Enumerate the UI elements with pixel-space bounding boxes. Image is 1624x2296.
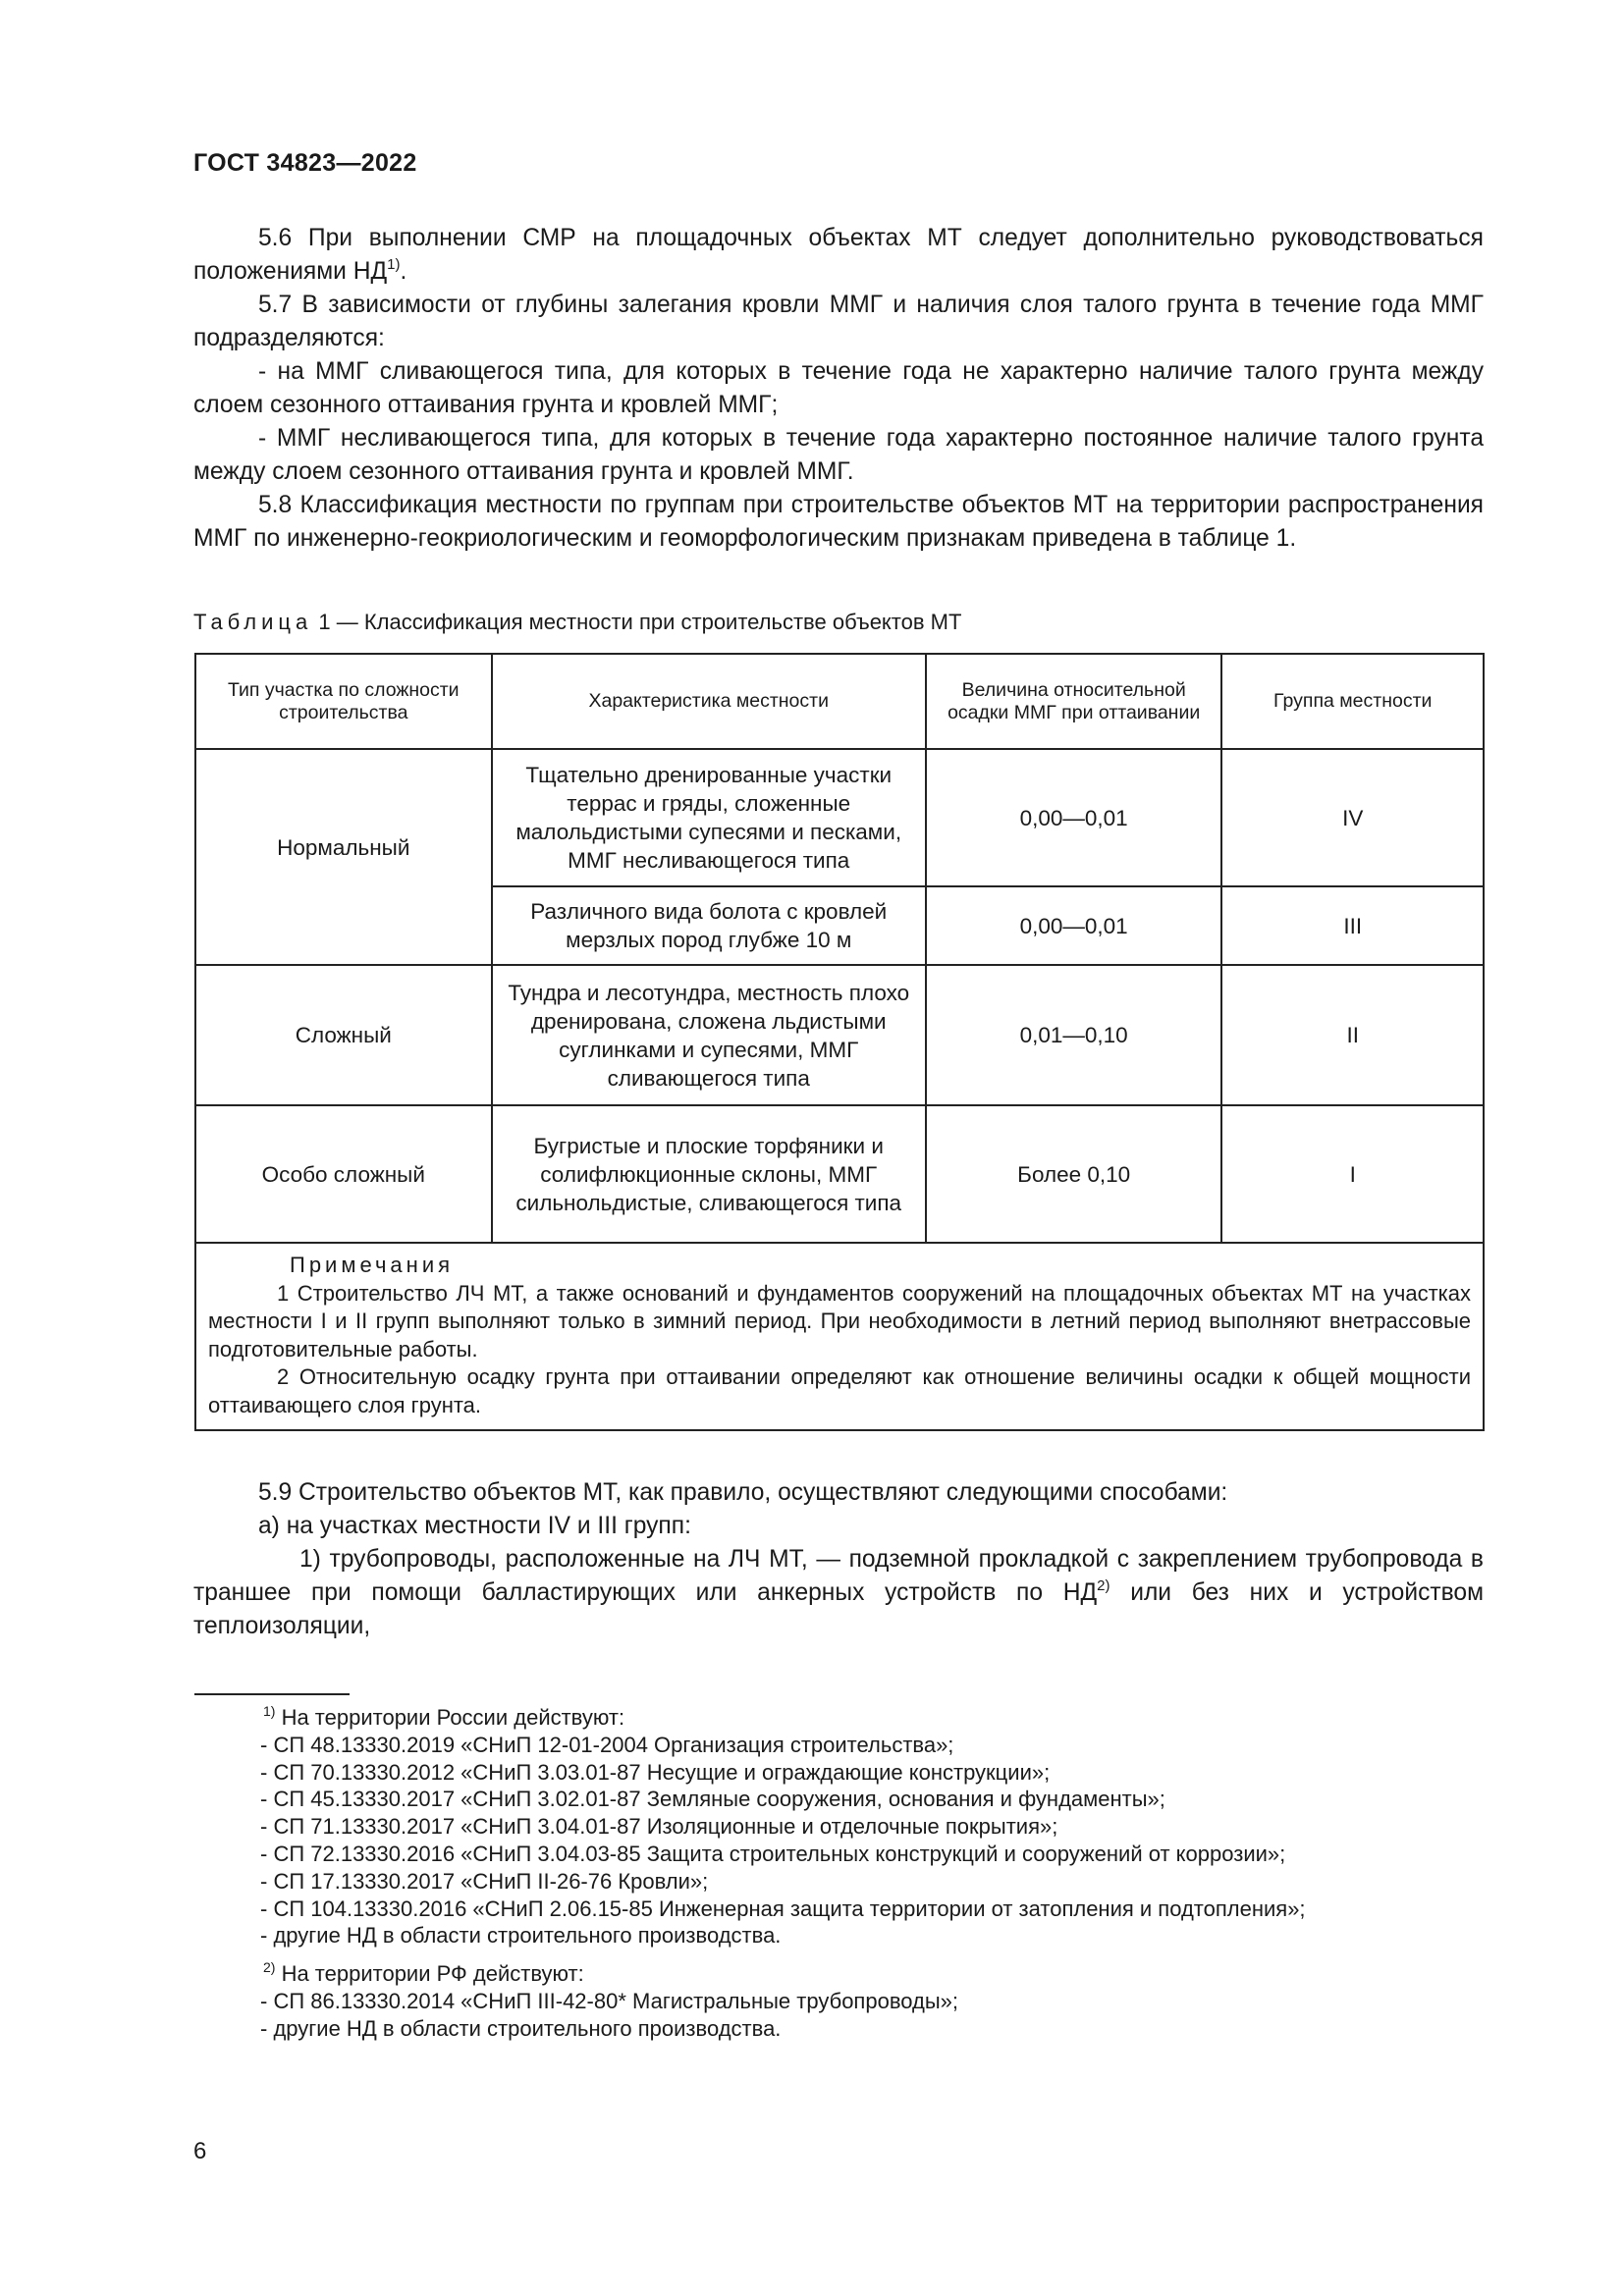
paragraph-5-6 (193, 222, 1484, 289)
footnotes (260, 1703, 1306, 2043)
header-type: Тип участка по сложности строительства (195, 654, 492, 749)
footnote-1-item: - СП 71.13330.2017 «СНиП 3.04.01-87 Изоляционные и отделочные покрытия»; (260, 1814, 1058, 1840)
note-1: 1 Строительство ЛЧ МТ, а также оснований и фундаментов сооружений на площадочных объектах МТ на участках местности I и II групп выполняют только в зимний период. При необходимости в летний период выполняют внетрассовые подготовительные работы. (208, 1280, 1471, 1362)
cell-characteristic: Тщательно дренированные участки террас и гряды, сложенные малольдистыми супесями и песками, ММГ несливающегося типа (492, 749, 926, 886)
footnote-ref-2: 2) (1097, 1577, 1110, 1594)
footnote-1-item: - СП 70.13330.2012 «СНиП 3.03.01-87 Несущие и ограждающие конструкции»; (260, 1759, 1051, 1785)
table-caption-word: Таблица (193, 610, 313, 634)
paragraph-5-7-item-1: - на ММГ сливающегося типа, для которых в течение года не характерно наличие талого грунта между слоем сезонного оттаивания грунта и кровлей ММГ; (193, 358, 1484, 418)
paragraph-5-8: 5.8 Классификация местности по группам при строительстве объектов МТ на территории распространения ММГ по инженерно-геокриологическим и геоморфологическим признакам приведена в таблице 1. (193, 492, 1484, 552)
paragraph-5-9: 5.9 Строительство объектов МТ, как правило, осуществляют следующими способами: (258, 1479, 1228, 1506)
cell-type: Особо сложный (195, 1105, 492, 1243)
footnote-1-item: - СП 45.13330.2017 «СНиП 3.02.01-87 Земляные сооружения, основания и фундаменты»; (260, 1787, 1165, 1812)
intro-section (193, 222, 1484, 556)
table-notes-row (195, 1243, 1484, 1430)
paragraph-5-6-text: 5.6 При выполнении СМР на площадочных объектах МТ следует дополнительно руководствоваться положениями НД (193, 225, 1484, 285)
cell-group: I (1221, 1105, 1484, 1243)
table-row (195, 749, 1484, 886)
footnote-2-title (263, 1960, 1306, 1988)
header-group: Группа местности (1221, 654, 1484, 749)
classification-table (194, 653, 1485, 1431)
cell-type: Нормальный (195, 749, 492, 965)
footnote-1-title (263, 1704, 1306, 1732)
paragraph-5-7: 5.7 В зависимости от глубины залегания кровли ММГ и наличия слоя талого грунта в течение года ММГ подразделяются: (193, 292, 1484, 351)
footnote-2-item: - другие НД в области строительного производства. (260, 2015, 782, 2041)
footnote-1-item: - другие НД в области строительного производства. (260, 1923, 782, 1949)
cell-characteristic: Тундра и лесотундра, местность плохо дренирована, сложена льдистыми суглинками и супесями, ММГ сливающегося типа (492, 965, 926, 1105)
note-2: 2 Относительную осадку грунта при оттаивании определяют как отношение величины осадки к общей мощности оттаивающего слоя грунта. (208, 1364, 1471, 1417)
cell-group: IV (1221, 749, 1484, 886)
footnote-2-title-text: На территории РФ действуют: (275, 1961, 584, 1987)
table-notes (195, 1243, 1484, 1430)
header-characteristic: Характеристика местности (492, 654, 926, 749)
cell-settlement: 0,00—0,01 (926, 886, 1222, 965)
page-number: 6 (193, 2138, 207, 2164)
footnote-2-mark: 2) (263, 1959, 276, 1976)
footnote-1-mark: 1) (263, 1703, 276, 1719)
cell-characteristic: Различного вида болота с кровлей мерзлых пород глубже 10 м (492, 886, 926, 965)
footnote-1-title-text: На территории России действуют: (275, 1705, 625, 1730)
cell-settlement: 0,01—0,10 (926, 965, 1222, 1105)
cell-settlement: Более 0,10 (926, 1105, 1222, 1243)
paragraph-5-9-a-1 (193, 1543, 1484, 1643)
paragraph-5-9-a-1-end: или без них и устройством теплоизоляции, (193, 1579, 1484, 1639)
table-row (195, 965, 1484, 1105)
footnote-ref-1: 1) (387, 256, 401, 273)
cell-characteristic: Бугристые и плоские торфяники и солифлюкционные склоны, ММГ сильнольдистые, сливающегося типа (492, 1105, 926, 1243)
methods-section (193, 1476, 1484, 1643)
table-row (195, 1105, 1484, 1243)
cell-settlement: 0,00—0,01 (926, 749, 1222, 886)
footnote-1-item: - СП 17.13330.2017 «СНиП II-26-76 Кровли»; (260, 1868, 709, 1894)
table-header-row (195, 654, 1484, 749)
notes-title: Примечания (290, 1253, 455, 1277)
footnote-1-item: - СП 72.13330.2016 «СНиП 3.04.03-85 Защита строительных конструкций и сооружений от коррозии»; (260, 1841, 1286, 1866)
paragraph-5-7-item-2: - ММГ несливающегося типа, для которых в течение года характерно постоянное наличие талого грунта между слоем сезонного оттаивания грунта и кровлей ММГ. (193, 425, 1484, 485)
paragraph-5-9-a-1-text: 1) трубопроводы, расположенные на ЛЧ МТ, — подземной прокладкой с закреплением трубопровода в траншее при помощи балластирующих или анкерных устройств по НД (193, 1546, 1484, 1606)
table-caption (193, 610, 961, 635)
header-settlement: Величина относительной осадки ММГ при оттаивании (926, 654, 1222, 749)
paragraph-5-6-end: . (400, 258, 407, 285)
cell-group: III (1221, 886, 1484, 965)
paragraph-5-9-a: а) на участках местности IV и III групп: (258, 1513, 691, 1539)
table-caption-text: 1 — Классификация местности при строительстве объектов МТ (312, 610, 962, 634)
footnote-2-item: - СП 86.13330.2014 «СНиП III-42-80* Магистральные трубопроводы»; (260, 1988, 959, 2013)
document-header: ГОСТ 34823—2022 (193, 149, 417, 177)
footnote-divider (194, 1693, 350, 1695)
cell-group: II (1221, 965, 1484, 1105)
cell-type: Сложный (195, 965, 492, 1105)
footnote-1-item: - СП 104.13330.2016 «СНиП 2.06.15-85 Инженерная защита территории от затопления и подтопления»; (260, 1896, 1306, 1921)
footnote-1-item: - СП 48.13330.2019 «СНиП 12-01-2004 Организация строительства»; (260, 1732, 954, 1757)
